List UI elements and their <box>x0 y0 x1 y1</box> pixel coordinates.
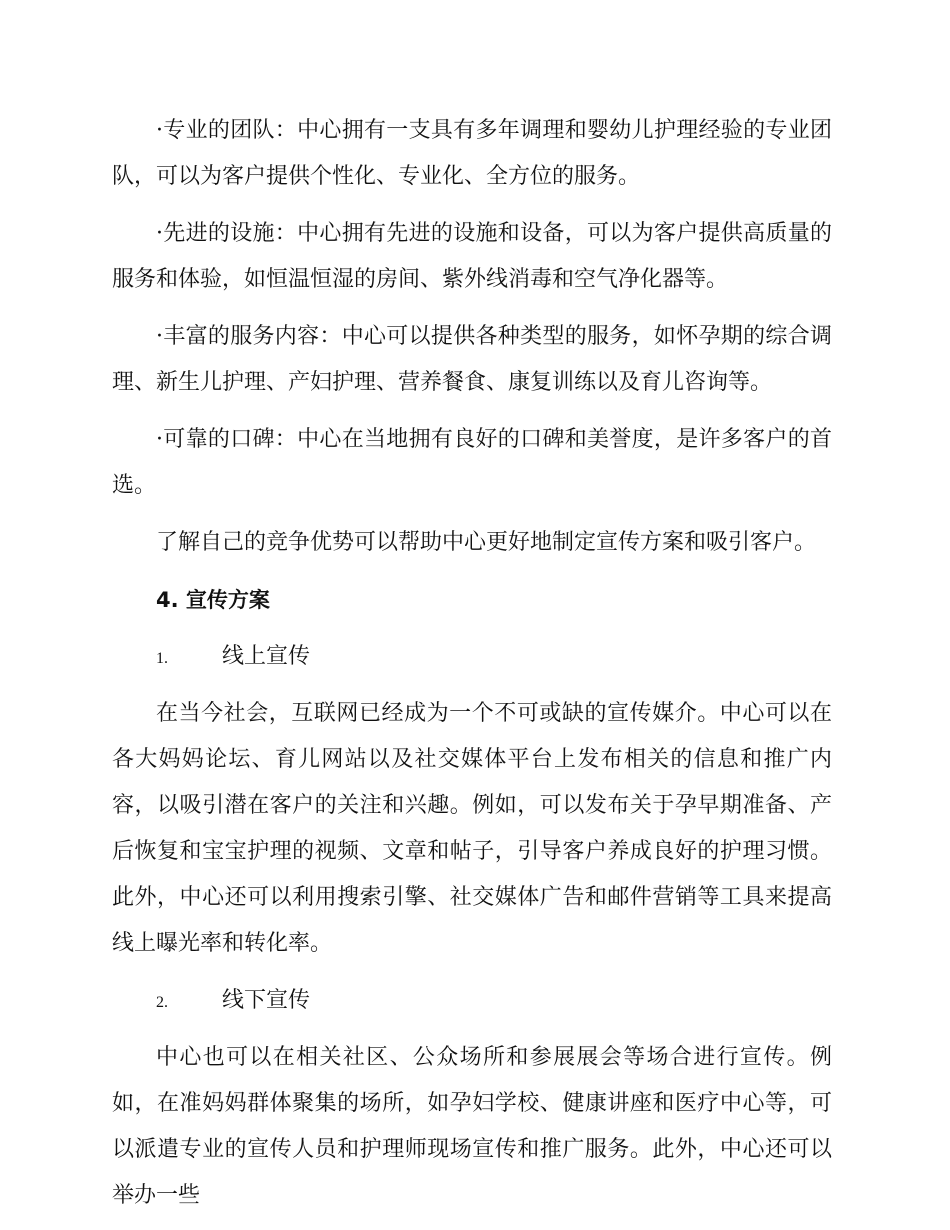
list-title: 线下宣传 <box>222 988 311 1013</box>
bullet-advanced-facilities: ·先进的设施：中心拥有先进的设施和设备，可以为客户提供高质量的服务和体验，如恒温恒湿的房间、紫外线消毒和空气净化器等。 <box>112 221 832 292</box>
summary-paragraph: 了解自己的竞争优势可以帮助中心更好地制定宣传方案和吸引客户。 <box>156 530 817 555</box>
list-number: 1. <box>156 650 168 667</box>
bullet-reliable-reputation: ·可靠的口碑：中心在当地拥有良好的口碑和美誉度，是许多客户的首选。 <box>112 427 832 498</box>
bullet-rich-services: ·丰富的服务内容：中心可以提供各种类型的服务，如怀孕期的综合调理、新生儿护理、产妇护理、营养餐食、康复训练以及育儿咨询等。 <box>112 324 832 395</box>
list-item-offline <box>112 978 832 1024</box>
online-promotion-paragraph: 在当今社会，互联网已经成为一个不可或缺的宣传媒介。中心可以在各大妈妈论坛、育儿网站以及社交媒体平台上发布相关的信息和推广内容，以吸引潜在客户的关注和兴趣。例如，可以发布关于孕早期准备、产后恢复和宝宝护理的视频、文章和帖子，引导客户养成良好的护理习惯。此外，中心还可以利用搜索引擎、社交媒体广告和邮件营销等工具来提高线上曝光率和转化率。 <box>112 701 832 956</box>
list-number: 2. <box>156 994 168 1011</box>
list-title: 线上宣传 <box>222 644 311 669</box>
bullet-professional-team: ·专业的团队：中心拥有一支具有多年调理和婴幼儿护理经验的专业团队，可以为客户提供个性化、专业化、全方位的服务。 <box>112 118 832 189</box>
list-item-online <box>112 634 832 680</box>
offline-promotion-paragraph: 中心也可以在相关社区、公众场所和参展展会等场合进行宣传。例如，在准妈妈群体聚集的场所，如孕妇学校、健康讲座和医疗中心等，可以派遣专业的宣传人员和护理师现场宣传和推广服务。此外，中心还可以举办一些 <box>112 1045 832 1208</box>
document-body <box>112 108 832 1230</box>
section-heading: 4. 宣传方案 <box>156 588 270 612</box>
